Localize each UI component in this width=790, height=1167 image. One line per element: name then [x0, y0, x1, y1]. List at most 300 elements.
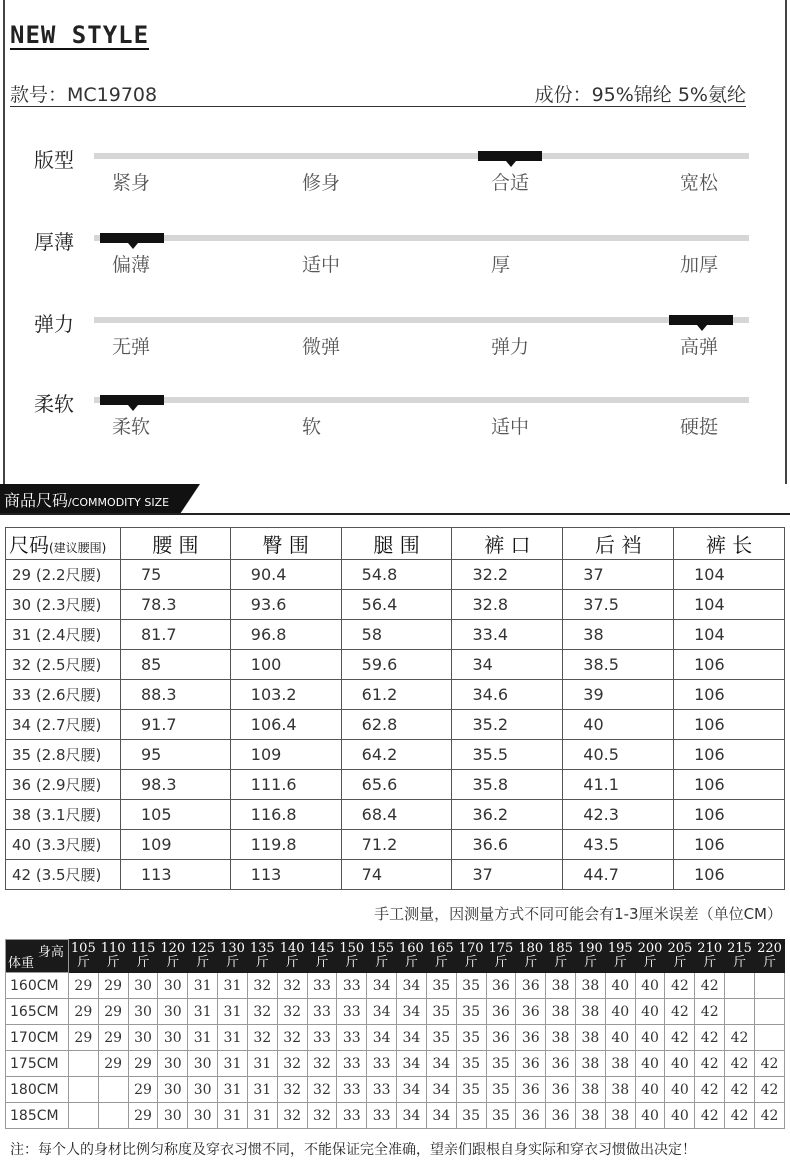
attribute-name: 厚薄 — [34, 230, 74, 254]
size-cell: 75 — [120, 560, 230, 590]
size-cell: 29 — [98, 973, 128, 999]
size-cell: 36 — [516, 1025, 546, 1051]
attribute-level-label: 加厚 — [680, 254, 719, 276]
size-cell: 32 — [307, 1103, 337, 1129]
size-cell: 30 — [188, 1051, 218, 1077]
size-cell: 36 — [486, 1025, 516, 1051]
banner-rule — [0, 513, 790, 515]
size-cell: 34 — [367, 999, 397, 1025]
size-cell: 30 (2.3尺腰) — [6, 590, 121, 620]
size-cell: 33.4 — [452, 620, 563, 650]
size-cell: 119.8 — [230, 830, 341, 860]
size-cell: 40 — [665, 1103, 695, 1129]
size-cell: 88.3 — [120, 680, 230, 710]
size-cell: 36 — [516, 999, 546, 1025]
attribute-level-label: 适中 — [302, 254, 341, 276]
size-cell: 30 — [188, 1077, 218, 1103]
size-cell: 36 — [516, 973, 546, 999]
height-cell: 160CM — [6, 973, 69, 999]
attribute-track — [94, 235, 749, 241]
size-cell: 40 — [635, 973, 665, 999]
size-table — [5, 527, 785, 890]
size-cell: 109 — [230, 740, 341, 770]
size-cell: 38 — [563, 620, 674, 650]
size-cell: 34 (2.7尺腰) — [6, 710, 121, 740]
size-cell: 32.8 — [452, 590, 563, 620]
weight-header: 145 斤 — [307, 940, 337, 973]
attribute-level-label: 合适 — [491, 172, 530, 194]
size-cell: 93.6 — [230, 590, 341, 620]
weight-header: 205 斤 — [665, 940, 695, 973]
size-cell: 38.5 — [563, 650, 674, 680]
size-cell: 35.8 — [452, 770, 563, 800]
size-cell: 40 — [563, 710, 674, 740]
size-cell: 30 — [188, 1103, 218, 1129]
height-cell: 185CM — [6, 1103, 69, 1129]
table-row — [6, 973, 785, 999]
size-cell: 42 — [754, 1077, 784, 1103]
size-cell: 29 — [128, 1051, 158, 1077]
size-cell: 33 — [337, 1051, 367, 1077]
size-cell: 38 — [575, 1025, 605, 1051]
size-head-cell: 尺码(建议腰围) — [6, 528, 121, 560]
size-cell: 29 — [98, 999, 128, 1025]
weight-header: 125 斤 — [188, 940, 218, 973]
table-row — [6, 770, 785, 800]
size-cell: 31 — [218, 1103, 248, 1129]
size-cell: 36 — [486, 973, 516, 999]
size-cell: 34.6 — [452, 680, 563, 710]
size-cell: 32 — [277, 1103, 307, 1129]
weight-header: 200 斤 — [635, 940, 665, 973]
size-cell: 32 — [277, 1025, 307, 1051]
size-cell: 104 — [674, 590, 785, 620]
size-cell: 29 — [128, 1103, 158, 1129]
size-cell: 32 — [307, 1051, 337, 1077]
size-cell: 34 — [397, 1103, 427, 1129]
weight-header: 190 斤 — [575, 940, 605, 973]
size-cell: 35 — [486, 1051, 516, 1077]
size-cell: 106 — [674, 860, 785, 890]
size-cell: 31 — [247, 1051, 277, 1077]
size-cell: 36.2 — [452, 800, 563, 830]
attribute-row — [0, 392, 790, 462]
size-cell: 38 — [546, 1025, 576, 1051]
attribute-level-label: 厚 — [491, 254, 511, 276]
attribute-row — [0, 148, 790, 218]
size-cell: 34 — [426, 1077, 456, 1103]
style-number: 款号：MC19708 — [10, 84, 158, 106]
size-cell: 29 — [68, 999, 98, 1025]
size-cell: 39 — [563, 680, 674, 710]
attribute-level-label: 偏薄 — [112, 254, 151, 276]
size-cell — [98, 1103, 128, 1129]
size-cell: 31 — [218, 1025, 248, 1051]
size-cell: 35 — [426, 1025, 456, 1051]
size-cell: 35.5 — [452, 740, 563, 770]
size-cell: 38 — [575, 999, 605, 1025]
table-row — [6, 999, 785, 1025]
composition: 成份：95%锦纶 5%氨纶 — [534, 84, 746, 106]
size-cell: 33 — [337, 1077, 367, 1103]
weight-header-row — [6, 940, 785, 973]
attribute-level-label: 紧身 — [112, 172, 151, 194]
size-cell — [68, 1077, 98, 1103]
size-cell: 34 — [397, 1051, 427, 1077]
attribute-track — [94, 397, 749, 403]
size-cell: 34 — [397, 1025, 427, 1051]
size-cell: 33 — [337, 999, 367, 1025]
size-cell: 30 — [158, 1077, 188, 1103]
size-cell: 33 — [367, 1077, 397, 1103]
size-cell: 106 — [674, 650, 785, 680]
size-cell: 68.4 — [341, 800, 452, 830]
banner-title: 商品尺码/COMMODITY SIZE — [4, 491, 170, 510]
size-cell — [68, 1051, 98, 1077]
size-cell: 32 (2.5尺腰) — [6, 650, 121, 680]
size-cell: 29 — [98, 1051, 128, 1077]
size-column-header: 腿 围 — [341, 528, 452, 560]
size-cell: 81.7 — [120, 620, 230, 650]
weight-header: 175 斤 — [486, 940, 516, 973]
size-cell: 31 — [188, 999, 218, 1025]
weight-header: 195 斤 — [605, 940, 635, 973]
size-cell: 31 — [218, 1077, 248, 1103]
attribute-marker — [669, 315, 733, 325]
size-cell: 106 — [674, 740, 785, 770]
size-cell: 42 — [695, 1025, 725, 1051]
attribute-marker — [100, 233, 164, 243]
size-cell: 36.6 — [452, 830, 563, 860]
size-cell: 40 — [635, 1025, 665, 1051]
size-cell: 31 — [247, 1077, 277, 1103]
size-cell: 42 — [665, 973, 695, 999]
table-row — [6, 1103, 785, 1129]
size-cell: 42.3 — [563, 800, 674, 830]
weight-header: 185 斤 — [546, 940, 576, 973]
corner-cell: 身高 体重 — [6, 940, 69, 973]
size-cell: 36 — [516, 1103, 546, 1129]
size-cell: 35 — [426, 999, 456, 1025]
size-cell: 29 — [68, 1025, 98, 1051]
size-cell: 36 — [516, 1051, 546, 1077]
size-cell: 42 — [725, 1025, 755, 1051]
size-cell: 35 — [456, 1051, 486, 1077]
attribute-level-label: 微弹 — [302, 336, 341, 358]
size-cell: 58 — [341, 620, 452, 650]
size-column-header: 臀 围 — [230, 528, 341, 560]
size-cell: 29 (2.2尺腰) — [6, 560, 121, 590]
size-cell: 36 — [546, 1051, 576, 1077]
size-cell — [754, 1025, 784, 1051]
size-header-row — [6, 528, 785, 560]
size-cell: 31 — [218, 1051, 248, 1077]
size-cell: 40 — [635, 1051, 665, 1077]
size-column-header: 裤 口 — [452, 528, 563, 560]
size-cell: 33 — [337, 973, 367, 999]
size-cell: 59.6 — [341, 650, 452, 680]
table-row — [6, 830, 785, 860]
attribute-level-label: 软 — [302, 416, 322, 438]
size-cell: 38 — [546, 973, 576, 999]
weight-header: 160 斤 — [397, 940, 427, 973]
size-cell: 116.8 — [230, 800, 341, 830]
weight-header: 105 斤 — [68, 940, 98, 973]
size-cell: 54.8 — [341, 560, 452, 590]
attribute-row — [0, 312, 790, 382]
table-row — [6, 620, 785, 650]
size-cell: 32.2 — [452, 560, 563, 590]
size-cell: 106 — [674, 710, 785, 740]
size-cell: 33 — [337, 1025, 367, 1051]
attribute-level-label: 硬挺 — [680, 416, 719, 438]
size-cell: 32 — [247, 973, 277, 999]
size-cell: 31 (2.4尺腰) — [6, 620, 121, 650]
attribute-marker — [478, 151, 542, 161]
size-cell: 106 — [674, 800, 785, 830]
table-row — [6, 650, 785, 680]
size-cell: 44.7 — [563, 860, 674, 890]
size-cell: 32 — [277, 973, 307, 999]
size-cell: 29 — [98, 1025, 128, 1051]
size-cell: 90.4 — [230, 560, 341, 590]
size-cell: 42 (3.5尺腰) — [6, 860, 121, 890]
size-cell: 38 — [546, 999, 576, 1025]
attribute-name: 版型 — [34, 148, 74, 172]
size-cell: 98.3 — [120, 770, 230, 800]
weight-header: 155 斤 — [367, 940, 397, 973]
size-cell: 34 — [367, 1025, 397, 1051]
size-cell: 40 — [665, 1077, 695, 1103]
size-cell: 40 — [605, 973, 635, 999]
size-cell: 38 — [575, 973, 605, 999]
size-cell: 62.8 — [341, 710, 452, 740]
size-cell: 42 — [665, 999, 695, 1025]
table-row — [6, 860, 785, 890]
size-cell: 36 — [546, 1077, 576, 1103]
size-column-header: 裤 长 — [674, 528, 785, 560]
size-cell: 78.3 — [120, 590, 230, 620]
size-cell: 36 — [546, 1103, 576, 1129]
size-cell: 38 — [605, 1103, 635, 1129]
size-cell: 40 (3.3尺腰) — [6, 830, 121, 860]
height-cell: 175CM — [6, 1051, 69, 1077]
size-cell: 64.2 — [341, 740, 452, 770]
height-cell: 170CM — [6, 1025, 69, 1051]
size-cell: 40 — [635, 999, 665, 1025]
size-cell: 38 — [605, 1051, 635, 1077]
size-cell: 35 — [486, 1103, 516, 1129]
size-cell: 96.8 — [230, 620, 341, 650]
size-column-header: 腰 围 — [120, 528, 230, 560]
size-cell: 29 — [68, 973, 98, 999]
size-cell: 32 — [247, 1025, 277, 1051]
size-cell: 85 — [120, 650, 230, 680]
attribute-level-label: 无弹 — [112, 336, 151, 358]
weight-height-table — [5, 939, 785, 1129]
weight-header: 115 斤 — [128, 940, 158, 973]
size-cell: 40.5 — [563, 740, 674, 770]
size-cell: 30 — [158, 1025, 188, 1051]
size-cell: 35 — [486, 1077, 516, 1103]
size-cell: 35 — [456, 973, 486, 999]
size-cell: 33 — [367, 1103, 397, 1129]
size-cell: 35 — [456, 1103, 486, 1129]
size-cell: 30 — [158, 1103, 188, 1129]
weight-header: 165 斤 — [426, 940, 456, 973]
size-cell: 31 — [188, 973, 218, 999]
size-cell: 42 — [725, 1077, 755, 1103]
attribute-row — [0, 230, 790, 300]
weight-header: 130 斤 — [218, 940, 248, 973]
table-row — [6, 590, 785, 620]
size-cell: 32 — [277, 1077, 307, 1103]
size-cell: 42 — [725, 1103, 755, 1129]
size-cell: 30 — [128, 999, 158, 1025]
size-cell — [98, 1077, 128, 1103]
size-cell — [68, 1103, 98, 1129]
size-cell: 33 — [337, 1103, 367, 1129]
size-cell: 35 (2.8尺腰) — [6, 740, 121, 770]
size-cell: 42 — [665, 1025, 695, 1051]
size-cell: 37 — [563, 560, 674, 590]
size-cell: 106 — [674, 830, 785, 860]
size-cell: 32 — [277, 1051, 307, 1077]
table-row — [6, 800, 785, 830]
size-cell: 33 — [307, 1025, 337, 1051]
size-cell: 65.6 — [341, 770, 452, 800]
size-cell: 71.2 — [341, 830, 452, 860]
size-cell: 32 — [307, 1077, 337, 1103]
attribute-marker — [100, 395, 164, 405]
size-column-header: 后 裆 — [563, 528, 674, 560]
size-cell — [725, 999, 755, 1025]
size-cell: 33 — [307, 973, 337, 999]
size-cell: 109 — [120, 830, 230, 860]
weight-header: 215 斤 — [725, 940, 755, 973]
info-divider — [10, 106, 746, 107]
size-cell: 38 — [575, 1103, 605, 1129]
attribute-level-label: 弹力 — [491, 336, 530, 358]
size-cell — [725, 973, 755, 999]
size-cell: 43.5 — [563, 830, 674, 860]
weight-header: 170 斤 — [456, 940, 486, 973]
size-cell: 34 — [367, 973, 397, 999]
size-cell: 38 — [575, 1077, 605, 1103]
table-row — [6, 1051, 785, 1077]
size-cell: 40 — [665, 1051, 695, 1077]
size-cell: 95 — [120, 740, 230, 770]
size-cell: 31 — [247, 1103, 277, 1129]
size-cell: 35 — [426, 973, 456, 999]
size-cell: 40 — [635, 1103, 665, 1129]
size-cell — [754, 999, 784, 1025]
size-cell: 42 — [695, 1077, 725, 1103]
size-cell: 33 — [307, 999, 337, 1025]
size-cell: 106.4 — [230, 710, 341, 740]
attribute-level-label: 柔软 — [112, 416, 151, 438]
weight-header: 120 斤 — [158, 940, 188, 973]
table-row — [6, 1077, 785, 1103]
size-cell: 42 — [695, 973, 725, 999]
size-cell: 40 — [635, 1077, 665, 1103]
size-cell: 32 — [247, 999, 277, 1025]
size-cell: 30 — [128, 973, 158, 999]
attribute-level-label: 高弹 — [680, 336, 719, 358]
footer-note: 注：每个人的身材比例匀称度及穿衣习惯不同，不能保证完全准确，望亲们跟根自身实际和穿衣习惯做出决定！ — [10, 1142, 696, 1158]
size-cell: 91.7 — [120, 710, 230, 740]
size-cell: 34 — [397, 999, 427, 1025]
size-cell: 61.2 — [341, 680, 452, 710]
size-cell: 33 — [367, 1051, 397, 1077]
attribute-name: 弹力 — [34, 312, 74, 336]
attribute-track — [94, 153, 749, 159]
size-cell: 34 — [397, 973, 427, 999]
size-cell: 106 — [674, 770, 785, 800]
size-cell: 42 — [695, 999, 725, 1025]
size-cell: 29 — [128, 1077, 158, 1103]
table-row — [6, 560, 785, 590]
size-cell: 40 — [605, 999, 635, 1025]
weight-header: 210 斤 — [695, 940, 725, 973]
size-cell: 36 — [516, 1077, 546, 1103]
table-row — [6, 1025, 785, 1051]
attribute-level-label: 适中 — [491, 416, 530, 438]
size-cell: 35 — [456, 1077, 486, 1103]
size-cell: 111.6 — [230, 770, 341, 800]
size-cell: 41.1 — [563, 770, 674, 800]
size-cell: 30 — [158, 973, 188, 999]
size-cell: 37 — [452, 860, 563, 890]
attribute-level-label: 宽松 — [680, 172, 719, 194]
size-cell: 38 — [575, 1051, 605, 1077]
size-cell: 56.4 — [341, 590, 452, 620]
size-cell: 32 — [277, 999, 307, 1025]
measure-note: 手工测量，因测量方式不同可能会有1-3厘米误差（单位CM） — [374, 905, 782, 923]
weight-header: 220 斤 — [754, 940, 784, 973]
size-cell: 105 — [120, 800, 230, 830]
size-cell: 40 — [605, 1025, 635, 1051]
size-cell — [754, 973, 784, 999]
size-cell: 36 — [486, 999, 516, 1025]
size-cell: 33 (2.6尺腰) — [6, 680, 121, 710]
size-cell: 34 — [426, 1103, 456, 1129]
page-title: NEW STYLE — [10, 21, 150, 49]
size-cell: 103.2 — [230, 680, 341, 710]
size-cell: 42 — [754, 1051, 784, 1077]
size-cell: 34 — [452, 650, 563, 680]
size-cell: 31 — [218, 973, 248, 999]
size-cell: 42 — [695, 1051, 725, 1077]
weight-header: 140 斤 — [277, 940, 307, 973]
size-cell: 100 — [230, 650, 341, 680]
table-row — [6, 710, 785, 740]
size-cell: 38 (3.1尺腰) — [6, 800, 121, 830]
size-cell: 30 — [158, 1051, 188, 1077]
size-cell: 35.2 — [452, 710, 563, 740]
table-row — [6, 740, 785, 770]
size-cell: 35 — [456, 1025, 486, 1051]
attribute-track — [94, 317, 749, 323]
size-cell: 34 — [426, 1051, 456, 1077]
weight-header: 110 斤 — [98, 940, 128, 973]
size-cell: 30 — [128, 1025, 158, 1051]
height-cell: 165CM — [6, 999, 69, 1025]
size-cell: 37.5 — [563, 590, 674, 620]
attribute-name: 柔软 — [34, 392, 74, 416]
size-cell: 104 — [674, 560, 785, 590]
size-cell: 113 — [230, 860, 341, 890]
